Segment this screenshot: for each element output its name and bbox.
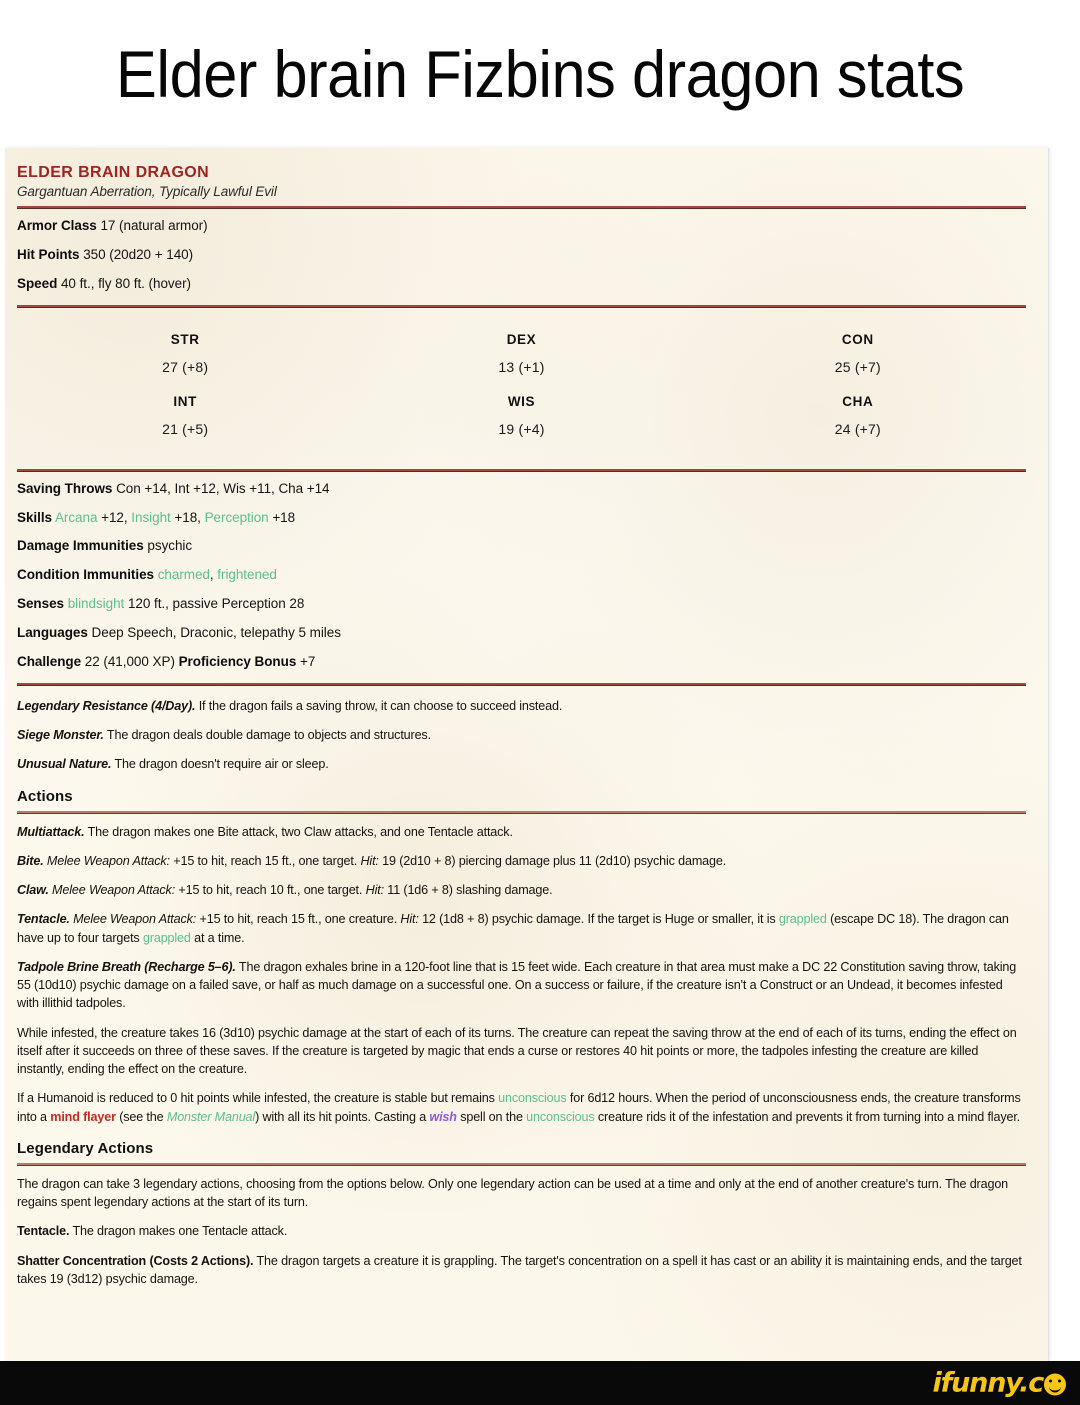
- trait-text: The dragon doesn't require air or sleep.: [114, 757, 329, 772]
- armor-class-value: 17 (natural armor): [100, 218, 208, 233]
- trait-legendary-resistance: [17, 697, 1026, 715]
- condition-link-grappled[interactable]: grappled: [778, 912, 827, 927]
- senses-value: 120 ft., passive Perception 28: [127, 596, 305, 612]
- divider-abilities-top: [17, 305, 1026, 308]
- divider-abilities-bottom: [17, 469, 1026, 472]
- action-attack-detail: +15 to hit, reach 15 ft., one creature.: [199, 912, 398, 927]
- action-name: Tentacle.: [17, 912, 70, 927]
- saving-throws-label: Saving Throws: [17, 480, 113, 496]
- action-hit-detail: 19 (2d10 + 8) piercing damage plus 11 (2d10) psychic damage.: [382, 853, 727, 868]
- condition-link-frightened[interactable]: frightened: [217, 567, 277, 583]
- ifunny-watermark: [933, 1368, 1066, 1399]
- creature-link-mind-flayer[interactable]: mind flayer: [50, 1109, 116, 1124]
- action-hit-detail-b: (escape DC 18). The dragon can have up to four targets: [17, 912, 1009, 945]
- damage-immunities-value: psychic: [147, 538, 193, 554]
- ability-score-grid: [17, 317, 1026, 463]
- footer-bar: [0, 1361, 1080, 1405]
- ability-con: [690, 329, 1026, 391]
- saving-throws-value: Con +14, Int +12, Wis +11, Cha +14: [116, 480, 330, 496]
- senses-link-blindsight[interactable]: blindsight: [67, 596, 125, 612]
- book-link-monster-manual[interactable]: Monster Manual: [166, 1109, 256, 1124]
- actions-heading: Actions: [17, 787, 73, 805]
- ability-cha: [690, 391, 1026, 453]
- action-infested-paragraph: While infested, the creature takes 16 (3d10) psychic damage at the start of each of its turns. The creature can repeat the saving throw at the end of each of its turns, ending the effect on itself after it succeeds on three of these saves. If the creature is targeted by magic that ends a curse or restores 40 hit points or more, the tadpoles infesting the creature are killed instantly, ending the effect on the creature.: [17, 1025, 1017, 1076]
- ability-abbr: STR: [170, 331, 200, 347]
- trait-siege-monster: [17, 726, 1026, 744]
- ability-value: [690, 421, 1026, 437]
- trait-name: Unusual Nature.: [17, 757, 112, 772]
- legendary-action-text: The dragon targets a creature it is grappling. The target's concentration on a spell it has cast or an ability it is maintaining ends, and the target takes 19 (3d12) psychic damage.: [17, 1253, 1022, 1286]
- action-bite: [17, 852, 1026, 870]
- ability-score-number: 27: [162, 358, 179, 375]
- humanoid-text-e: spell on the: [460, 1109, 523, 1124]
- action-name: Claw.: [17, 883, 49, 897]
- armor-class-label: Armor Class: [17, 218, 97, 233]
- ability-value: [17, 421, 353, 437]
- damage-immunities-line: [17, 538, 1026, 555]
- skill-bonus-insight: +18,: [174, 509, 201, 525]
- armor-class-line: [17, 218, 1026, 235]
- action-text: The dragon exhales brine in a 120-foot line that is 15 feet wide. Each creature in that area must make a DC 22 Constitution saving throw, taking 55 (10d10) psychic damage on a failed save, or half as much damage on a successful one. On a success or failure, if the creature isn't a Construct or an Undead, it becomes infested with illithid tadpoles.: [17, 959, 1017, 1011]
- hit-points-label: Hit Points: [17, 246, 80, 262]
- action-tentacle: [17, 910, 1026, 947]
- legendary-action-tentacle: [17, 1222, 1026, 1240]
- action-multiattack: [17, 823, 1026, 841]
- ability-wis: [353, 391, 689, 453]
- trait-name: Legendary Resistance (4/Day).: [17, 698, 196, 713]
- challenge-label: Challenge: [17, 653, 82, 669]
- ability-modifier: (+1): [518, 358, 545, 375]
- ability-abbr: WIS: [507, 393, 536, 409]
- humanoid-text-d: ) with all its hit points. Casting a: [255, 1109, 427, 1124]
- speed-line: [17, 276, 1026, 293]
- divider-traits-top: [17, 683, 1026, 686]
- proficiency-bonus-value: +7: [299, 653, 316, 669]
- humanoid-text-f: creature rids it of the infestation and prevents it from turning into a mind flayer.: [597, 1109, 1021, 1124]
- challenge-value: 22 (41,000 XP): [84, 653, 175, 669]
- action-tadpole-brine-breath: [17, 958, 1026, 1013]
- ability-value: [17, 359, 353, 375]
- ability-abbr: DEX: [506, 331, 537, 347]
- action-hit-detail: 11 (1d6 + 8) slashing damage.: [387, 883, 553, 897]
- languages-label: Languages: [17, 625, 88, 640]
- traits-section: [17, 695, 1026, 774]
- skills-line: [17, 510, 1026, 527]
- condition-link-unconscious[interactable]: unconscious: [498, 1091, 567, 1106]
- action-hit-label: Hit:: [365, 883, 384, 897]
- dnd-statblock: [5, 148, 1048, 1361]
- trait-unusual-nature: [17, 755, 1026, 773]
- trait-name: Siege Monster.: [17, 728, 104, 742]
- condition-immunities-label: Condition Immunities: [17, 567, 154, 583]
- meme-caption: Elder brain Fizbins dragon stats: [115, 37, 965, 111]
- action-hit-label: Hit:: [400, 912, 419, 927]
- ability-value: [353, 421, 689, 437]
- senses-label: Senses: [17, 596, 64, 612]
- caption-area: [0, 0, 1080, 148]
- creature-name: ELDER BRAIN DRAGON: [17, 164, 210, 181]
- challenge-line: [17, 654, 1026, 671]
- ifunny-watermark-text: ifunny.c: [932, 1367, 1043, 1399]
- trait-text: If the dragon fails a saving throw, it can choose to succeed instead.: [198, 698, 563, 713]
- spell-link-wish[interactable]: wish: [429, 1109, 457, 1124]
- ability-modifier: (+5): [182, 420, 209, 437]
- humanoid-text-b: for 6d12 hours. When the period of unconsciousness ends, the creature transforms into a: [17, 1091, 1021, 1124]
- action-hit-detail-c: at a time.: [194, 930, 245, 945]
- condition-link-unconscious[interactable]: unconscious: [526, 1109, 595, 1124]
- hit-points-line: [17, 247, 1026, 264]
- action-name: Multiattack.: [17, 824, 85, 839]
- ability-modifier: (+7): [854, 358, 881, 375]
- divider-top: [17, 206, 1026, 209]
- action-humanoid-paragraph: [17, 1089, 1026, 1126]
- action-attack-label: Melee Weapon Attack:: [46, 853, 170, 868]
- ability-modifier: (+4): [518, 420, 545, 437]
- action-attack-detail: +15 to hit, reach 15 ft., one target.: [173, 853, 358, 868]
- ability-score-number: 25: [834, 358, 851, 375]
- legendary-action-name: Shatter Concentration (Costs 2 Actions).: [17, 1253, 254, 1268]
- trait-text: The dragon deals double damage to objects and structures.: [106, 728, 431, 742]
- ability-score-number: 19: [498, 420, 515, 437]
- action-attack-label: Melee Weapon Attack:: [73, 912, 197, 927]
- humanoid-text-a: If a Humanoid is reduced to 0 hit points while infested, the creature is stable but remains: [17, 1091, 495, 1106]
- skill-bonus-perception: +18: [272, 509, 296, 525]
- action-name: Tadpole Brine Breath (Recharge 5–6).: [17, 959, 236, 974]
- proficiency-bonus-label: Proficiency Bonus: [178, 653, 297, 669]
- ability-score-number: 24: [834, 420, 851, 437]
- saving-throws-line: [17, 481, 1026, 498]
- ability-abbr: INT: [173, 393, 197, 409]
- ability-dex: [353, 329, 689, 391]
- ability-abbr: CON: [841, 331, 874, 347]
- statblock-wrapper: [0, 148, 1080, 1361]
- damage-immunities-label: Damage Immunities: [17, 538, 144, 554]
- action-attack-label: Melee Weapon Attack:: [52, 883, 176, 897]
- ability-score-number: 21: [162, 420, 179, 437]
- action-claw: [17, 881, 1026, 899]
- ability-value: [690, 359, 1026, 375]
- humanoid-text-c: (see the: [119, 1109, 164, 1124]
- smiley-face-icon: [1044, 1373, 1066, 1395]
- divider-legendary: [17, 1163, 1026, 1166]
- condition-link-charmed[interactable]: charmed: [157, 567, 210, 583]
- action-hit-label: Hit:: [360, 853, 379, 868]
- condition-immunities-line: [17, 567, 1026, 584]
- ability-abbr: CHA: [842, 393, 874, 409]
- senses-line: [17, 596, 1026, 613]
- ability-modifier: (+7): [854, 420, 881, 437]
- condition-separator: ,: [209, 567, 214, 583]
- skill-bonus-arcana: +12,: [101, 509, 128, 525]
- languages-value: Deep Speech, Draconic, telepathy 5 miles: [91, 625, 341, 640]
- legendary-action-text: The dragon makes one Tentacle attack.: [72, 1224, 288, 1239]
- skill-link-perception[interactable]: Perception: [204, 509, 269, 525]
- hit-points-value: 350 (20d20 + 140): [83, 246, 194, 262]
- action-text: The dragon makes one Bite attack, two Claw attacks, and one Tentacle attack.: [87, 824, 513, 839]
- ability-score-number: 13: [498, 358, 515, 375]
- action-hit-detail-a: 12 (1d8 + 8) psychic damage. If the target is Huge or smaller, it is: [422, 912, 776, 927]
- speed-value: 40 ft., fly 80 ft. (hover): [60, 275, 191, 291]
- languages-line: [17, 625, 1026, 642]
- skills-label: Skills: [17, 509, 52, 525]
- ability-str: [17, 329, 353, 391]
- speed-label: Speed: [17, 275, 58, 291]
- condition-link-grappled[interactable]: grappled: [142, 930, 191, 945]
- action-name: Bite.: [17, 853, 44, 868]
- ability-value: [353, 359, 689, 375]
- legendary-actions-heading: Legendary Actions: [17, 1139, 154, 1157]
- ability-modifier: (+8): [182, 358, 209, 375]
- creature-type-line: Gargantuan Aberration, Typically Lawful Evil: [17, 184, 277, 199]
- action-attack-detail: +15 to hit, reach 10 ft., one target.: [178, 883, 363, 897]
- ability-int: [17, 391, 353, 453]
- skill-link-arcana[interactable]: Arcana: [54, 509, 98, 525]
- skill-link-insight[interactable]: Insight: [131, 509, 171, 525]
- legendary-action-shatter-concentration: [17, 1252, 1026, 1289]
- legendary-intro-paragraph: The dragon can take 3 legendary actions, choosing from the options below. Only one legendary action can be used at a time and only at the end of another creature's turn. The dragon regains spent legendary actions at the start of its turn.: [17, 1176, 1009, 1209]
- divider-actions: [17, 811, 1026, 814]
- legendary-action-name: Tentacle.: [17, 1224, 70, 1239]
